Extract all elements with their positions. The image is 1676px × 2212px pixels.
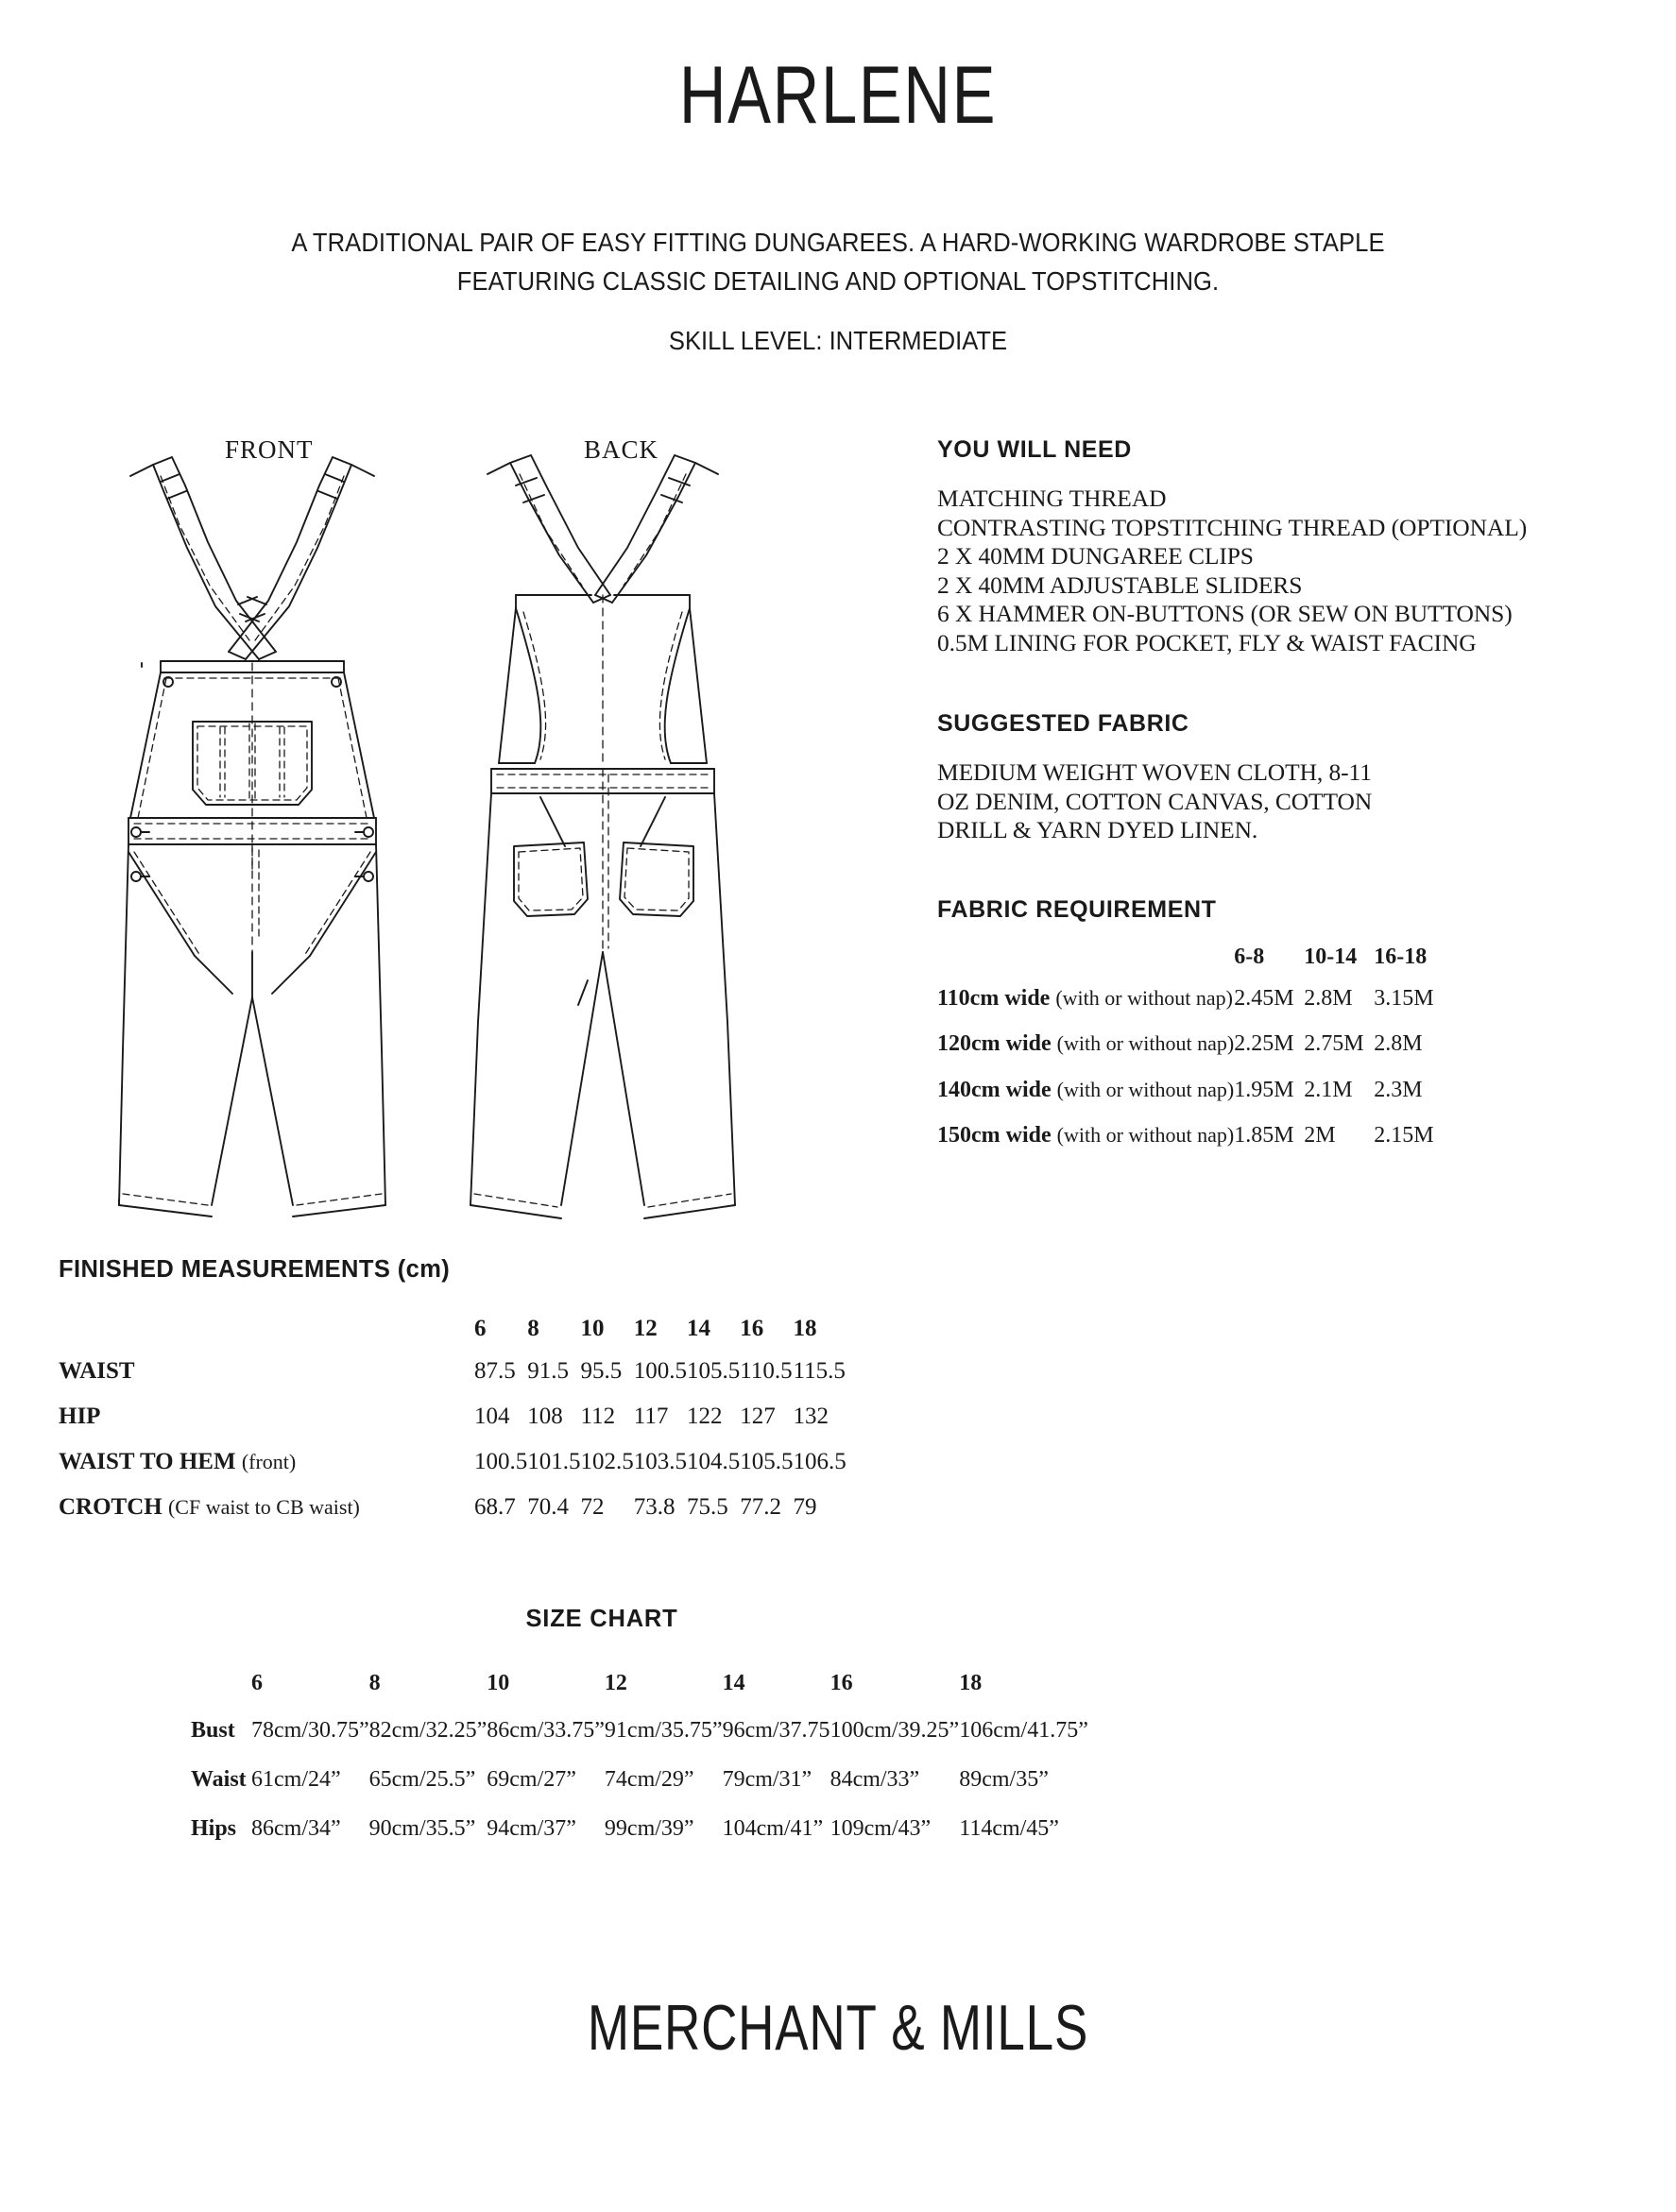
list-item: 2 X 40MM ADJUSTABLE SLIDERS (937, 570, 1303, 599)
cell: 91.5 (527, 1358, 569, 1384)
cell: 72 (580, 1494, 605, 1520)
finished-measurements-heading: FINISHED MEASUREMENTS (cm) (59, 1256, 451, 1283)
table-row (59, 1494, 847, 1540)
cell: 61cm/24” (251, 1767, 341, 1792)
table-row (59, 1404, 847, 1449)
cell: 108 (527, 1404, 563, 1429)
cell: 89cm/35” (959, 1767, 1049, 1792)
column-header: 12 (604, 1671, 627, 1695)
row-label: Waist (191, 1767, 247, 1792)
nap-note: (with or without nap) (1056, 1077, 1235, 1101)
cell: 86cm/33.75” (487, 1718, 605, 1743)
cell: 104.5 (687, 1449, 741, 1474)
table-row (937, 1031, 1444, 1078)
cell: 103.5 (633, 1449, 687, 1474)
cell: 117 (633, 1404, 669, 1429)
column-header: 18 (959, 1671, 983, 1695)
cell: 2.3M (1374, 1077, 1423, 1102)
back-view-label: BACK (584, 435, 659, 464)
measure-name: CROTCH (59, 1494, 162, 1520)
fabric-width: 110cm wide (937, 985, 1051, 1011)
cell: 79 (793, 1494, 817, 1520)
measure-name: WAIST TO HEM (59, 1449, 236, 1474)
cell: 122 (687, 1404, 723, 1429)
cell: 90cm/35.5” (368, 1816, 476, 1841)
column-header: 18 (793, 1316, 817, 1341)
row-label: Hips (191, 1816, 237, 1841)
column-header: 16-18 (1374, 944, 1428, 969)
header-spacer (191, 1671, 251, 1718)
cell: 96cm/37.75 (722, 1718, 830, 1743)
column-header: 10 (487, 1671, 510, 1695)
column-header: 16 (829, 1671, 853, 1695)
cell: 2M (1304, 1123, 1336, 1148)
cell: 91cm/35.75” (604, 1718, 723, 1743)
suggested-fabric-list (937, 758, 1617, 845)
cell: 94cm/37” (487, 1816, 576, 1841)
column-header: 14 (722, 1671, 745, 1695)
finished-measurements-section (59, 1256, 1117, 1540)
cell: 2.8M (1374, 1031, 1423, 1056)
subtitle-line-1: A TRADITIONAL PAIR OF EASY FITTING DUNGAREES. A HARD-WORKING WARDROBE STAPLE (291, 228, 1385, 257)
fabric-width: 150cm wide (937, 1123, 1052, 1148)
spacer (937, 657, 1617, 710)
column-header: 10 (580, 1316, 605, 1341)
table-row (59, 1358, 847, 1404)
table-row (59, 1449, 847, 1494)
skill-level: SKILL LEVEL: INTERMEDIATE (668, 326, 1008, 355)
row-label (937, 1123, 1234, 1169)
table-row (937, 986, 1444, 1032)
subtitle-line-2: FEATURING CLASSIC DETAILING AND OPTIONAL TOPSTITCHING. (456, 266, 1220, 296)
cell: 73.8 (633, 1494, 676, 1520)
table-header-row (59, 1316, 847, 1358)
spacer (937, 845, 1617, 896)
cell: 75.5 (687, 1494, 728, 1520)
row-label (937, 986, 1234, 1032)
front-view-label: FRONT (225, 435, 314, 464)
cell: 86cm/34” (251, 1816, 341, 1841)
cell: 112 (580, 1404, 616, 1429)
header-spacer (59, 1316, 474, 1358)
measure-name: HIP (59, 1404, 101, 1429)
cell: 2.45M (1234, 985, 1294, 1011)
fabric-width: 120cm wide (937, 1031, 1052, 1056)
page-title: HARLENE (678, 50, 998, 141)
list-item: 2 X 40MM DUNGAREE CLIPS (937, 542, 1254, 570)
table-header-row (937, 944, 1444, 986)
table-row (191, 1767, 1088, 1816)
cell: 65cm/25.5” (368, 1767, 476, 1792)
cell: 99cm/39” (604, 1816, 694, 1841)
nap-note: (with or without nap) (1056, 1123, 1235, 1147)
list-item: CONTRASTING TOPSTITCHING THREAD (OPTIONAL) (937, 513, 1528, 541)
list-item: 0.5M LINING FOR POCKET, FLY & WAIST FACING (937, 628, 1477, 656)
cell: 100cm/39.25” (829, 1718, 960, 1743)
cell: 104cm/41” (722, 1816, 824, 1841)
list-item: DRILL & YARN DYED LINEN. (937, 816, 1258, 843)
cell: 2.8M (1304, 985, 1353, 1011)
row-label (937, 1078, 1234, 1124)
cell: 79cm/31” (722, 1767, 812, 1792)
cell: 2.15M (1374, 1123, 1434, 1148)
column-header: 8 (527, 1316, 539, 1341)
cell: 105.5 (687, 1358, 741, 1384)
list-item: MATCHING THREAD (937, 485, 1167, 512)
column-header: 6 (474, 1316, 487, 1341)
cell: 78cm/30.75” (251, 1718, 369, 1743)
column-header: 16 (740, 1316, 764, 1341)
cell: 127 (740, 1404, 776, 1429)
cell: 2.75M (1304, 1031, 1364, 1056)
cell: 100.5 (474, 1449, 528, 1474)
fabric-requirement-heading: FABRIC REQUIREMENT (937, 895, 1217, 923)
cell: 87.5 (474, 1358, 516, 1384)
cell: 2.1M (1304, 1077, 1353, 1102)
cell: 115.5 (793, 1358, 846, 1384)
table-row (937, 1123, 1444, 1169)
cell: 104 (474, 1404, 510, 1429)
cell: 132 (793, 1404, 829, 1429)
cell: 2.25M (1234, 1031, 1294, 1056)
cell: 84cm/33” (829, 1767, 920, 1792)
list-item: 6 X HAMMER ON-BUTTONS (OR SEW ON BUTTONS) (937, 600, 1513, 627)
cell: 1.95M (1234, 1077, 1294, 1102)
cell: 101.5 (527, 1449, 581, 1474)
row-label (59, 1358, 474, 1404)
size-chart-heading: SIZE CHART (525, 1606, 678, 1632)
column-header: 10-14 (1304, 944, 1358, 969)
row-label (937, 1031, 1234, 1078)
fabric-requirement-table (937, 944, 1444, 1169)
right-column (937, 436, 1617, 1169)
list-item: MEDIUM WEIGHT WOVEN CLOTH, 8-11 (937, 758, 1372, 786)
nap-note: (with or without nap) (1056, 1031, 1235, 1055)
cell: 68.7 (474, 1494, 516, 1520)
measure-note: (front) (241, 1450, 297, 1473)
cell: 105.5 (740, 1449, 794, 1474)
column-header: 6-8 (1234, 944, 1265, 969)
table-row (937, 1078, 1444, 1124)
you-will-need-list (937, 485, 1617, 657)
cell: 109cm/43” (829, 1816, 932, 1841)
row-label (59, 1494, 474, 1540)
cell: 77.2 (740, 1494, 781, 1520)
cell: 102.5 (580, 1449, 634, 1474)
nap-note: (with or without nap) (1055, 985, 1233, 1010)
fabric-width: 140cm wide (937, 1077, 1052, 1102)
suggested-fabric-heading: SUGGESTED FABRIC (937, 710, 1189, 737)
cell: 82cm/32.25” (368, 1718, 487, 1743)
row-label (59, 1404, 474, 1449)
dungarees-line-art (74, 427, 886, 1239)
cell: 100.5 (633, 1358, 687, 1384)
table-header-row (191, 1671, 1088, 1718)
table-row (191, 1816, 1088, 1865)
size-chart-table (191, 1671, 1088, 1865)
technical-drawing (74, 427, 886, 1239)
size-chart-section (59, 1606, 1617, 1865)
front-view-figure (119, 457, 385, 1217)
header-spacer (937, 944, 1234, 986)
cell: 114cm/45” (959, 1816, 1059, 1841)
you-will-need-heading: YOU WILL NEED (937, 436, 1132, 463)
column-header: 8 (368, 1671, 381, 1695)
cell: 70.4 (527, 1494, 569, 1520)
cell: 69cm/27” (487, 1767, 576, 1792)
cell: 95.5 (580, 1358, 623, 1384)
list-item: OZ DENIM, COTTON CANVAS, COTTON (937, 787, 1373, 815)
cell: 3.15M (1374, 985, 1434, 1011)
finished-measurements-table (59, 1316, 847, 1540)
measure-note: (CF waist to CB waist) (167, 1495, 360, 1519)
column-header: 14 (687, 1316, 710, 1341)
brand-footer: MERCHANT & MILLS (587, 1992, 1089, 2064)
cell: 1.85M (1234, 1123, 1294, 1148)
column-header: 6 (251, 1671, 263, 1695)
page-subtitle (59, 223, 1617, 300)
cell: 110.5 (740, 1358, 793, 1384)
column-header: 12 (633, 1316, 658, 1341)
cell: 74cm/29” (604, 1767, 694, 1792)
table-row (191, 1718, 1088, 1767)
cell: 106.5 (793, 1449, 847, 1474)
cell: 106cm/41.75” (959, 1718, 1088, 1743)
back-view-figure (470, 455, 735, 1218)
row-label: Bust (191, 1718, 235, 1743)
measure-name: WAIST (59, 1358, 135, 1384)
row-label (59, 1449, 474, 1494)
